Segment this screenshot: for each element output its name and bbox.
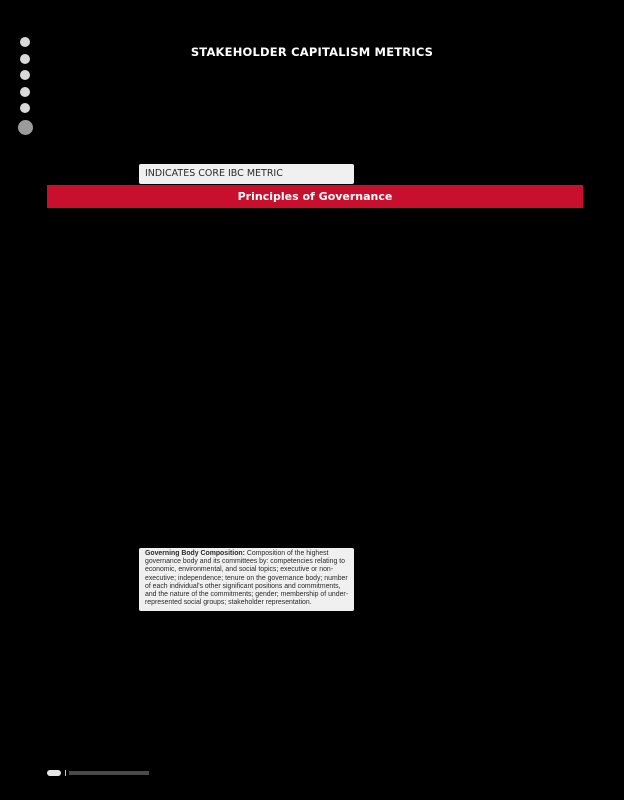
nav-dot-3[interactable] xyxy=(20,70,30,80)
metric-card-governing-body xyxy=(139,548,354,611)
nav-dot-4[interactable] xyxy=(20,87,30,97)
nav-dot-5[interactable] xyxy=(20,103,30,113)
footer-divider xyxy=(65,770,66,776)
page-footer xyxy=(47,770,149,776)
core-metric-legend: INDICATES CORE IBC METRIC xyxy=(139,164,354,184)
footer-document-label xyxy=(69,771,149,775)
page-title: STAKEHOLDER CAPITALISM METRICS xyxy=(190,45,434,59)
metric-description: Composition of the highest governance body and its committees by: competencies relating to economic, environmental, and social topics; executive or non-executive; independence; tenure on the governance body; number of each individual's other significant positions and commitments, and the nature of the commitments; gender; membership of under- represented social groups; stakeholder representation. xyxy=(145,550,348,607)
section-title: Principles of Governance xyxy=(237,190,393,203)
metric-heading: Governing Body Composition: xyxy=(145,550,245,557)
footer-page-number xyxy=(47,770,61,776)
nav-dot-current[interactable] xyxy=(18,120,33,135)
section-header-bar xyxy=(47,185,583,208)
